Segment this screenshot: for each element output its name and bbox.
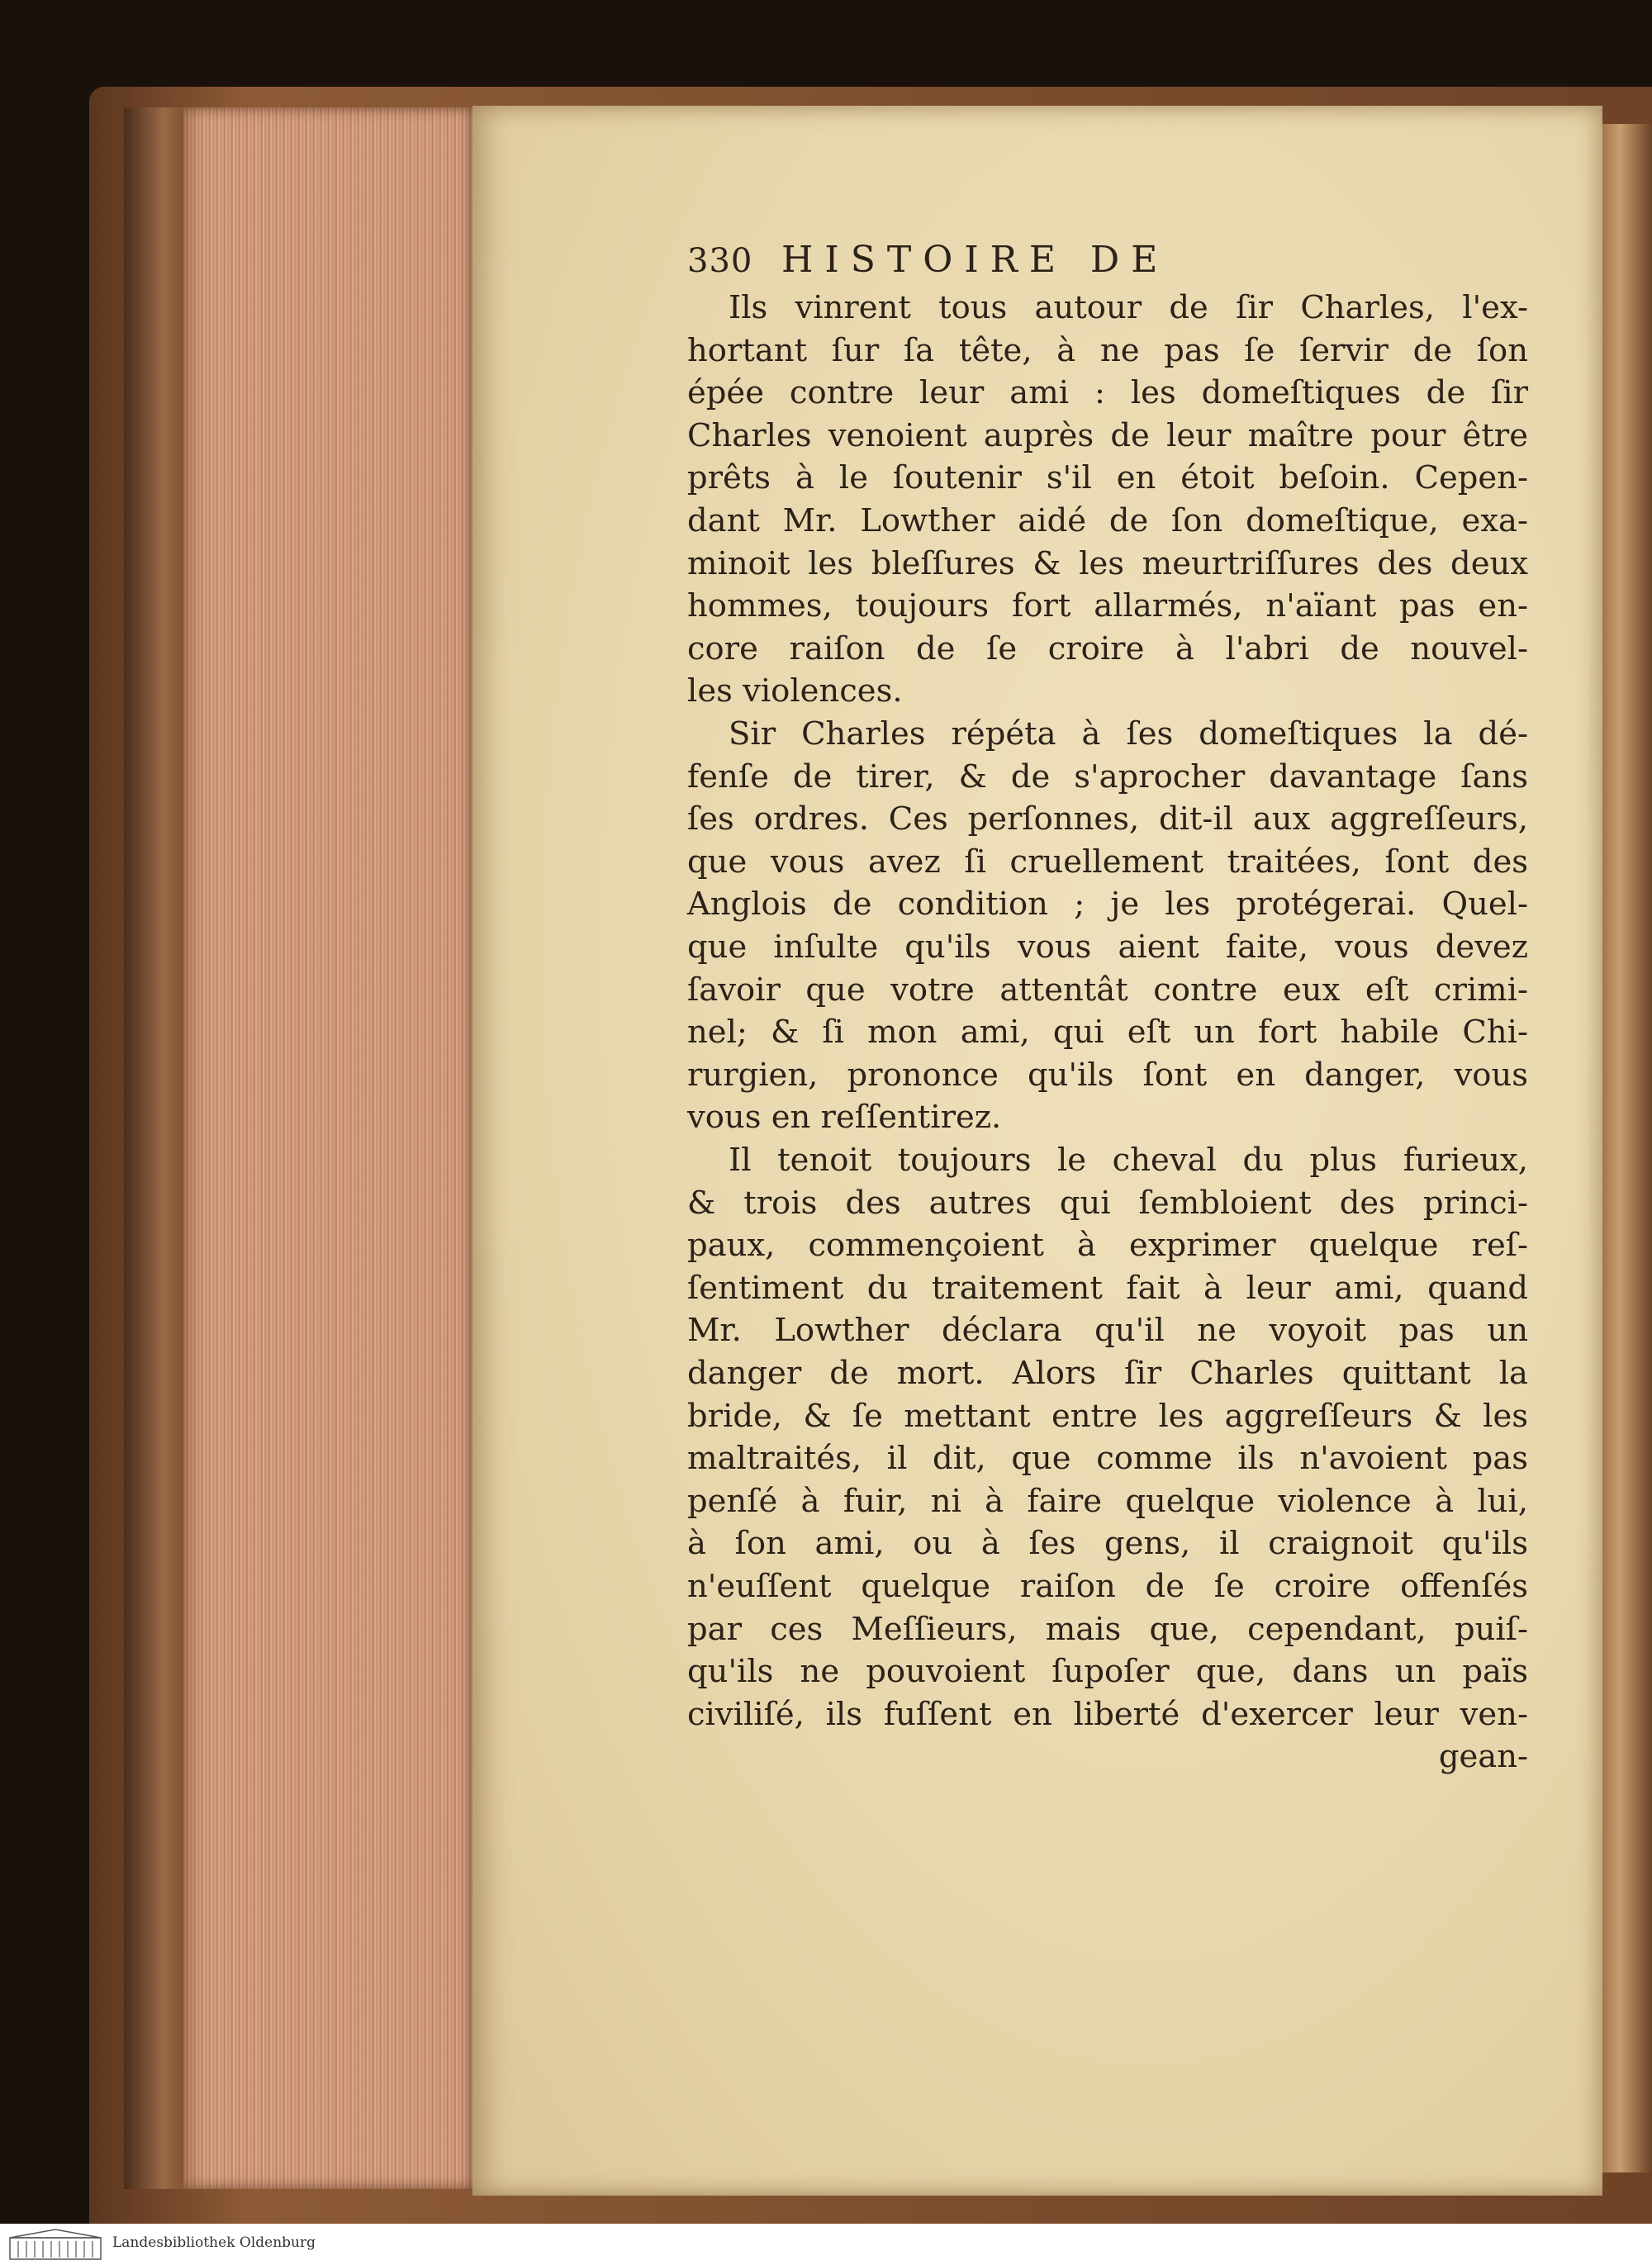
text-line: Sir Charles répéta à ſes domeſtiques la dé- <box>729 715 1528 753</box>
text-line: hommes, toujours fort allarmés, n'aïant pas en- <box>687 587 1528 625</box>
text-line: que inſulte qu'ils vous aient faite, vous devez <box>687 928 1528 966</box>
text-line: core raiſon de ſe croire à l'abri de nouvel- <box>687 629 1528 667</box>
text-line: penſé à fuir, ni à faire quelque violence à lui, <box>687 1482 1528 1520</box>
text-line: paux, commençoient à exprimer quelque reſ- <box>687 1227 1528 1265</box>
text-line: danger de mort. Alors ſir Charles quittant la <box>687 1355 1528 1392</box>
text-line: épée contre leur ami : les domeſtiques de ſir <box>687 374 1528 412</box>
text-line: Mr. Lowther déclara qu'il ne voyoit pas un <box>687 1312 1528 1350</box>
text-line: ſavoir que votre attentât contre eux eſt crimi- <box>687 971 1528 1009</box>
text-line: à ſon ami, ou à ſes gens, il craignoit qu'ils <box>687 1525 1528 1563</box>
text-line: hortant ſur ſa tête, à ne pas ſe ſervir de ſon <box>687 331 1528 369</box>
text-line: les violences. <box>687 672 903 710</box>
text-line: bride, & ſe mettant entre les aggreſſeurs & les <box>687 1397 1528 1435</box>
text-line: Charles venoient auprès de leur maître pour être <box>687 416 1528 454</box>
page-edges <box>183 107 477 2189</box>
text-line: prêts à le ſoutenir s'il en étoit beſoin. Cepen- <box>687 459 1528 497</box>
text-line: & trois des autres qui ſembloient des princi- <box>687 1184 1528 1222</box>
text-line: dant Mr. Lowther aidé de ſon domeſtique, exa- <box>687 502 1528 539</box>
text-line: que vous avez ſi cruellement traitées, ſont des <box>687 843 1528 881</box>
text-line: minoit les bleſſures & les meurtriſſures des deux <box>687 544 1528 582</box>
footer-bar <box>0 2224 1652 2265</box>
text-line: Il tenoit toujours le cheval du plus furieux, <box>729 1142 1528 1179</box>
left-binding <box>124 107 190 2189</box>
text-line: fenſe de tirer, & de s'aprocher davantage ſans <box>687 757 1528 795</box>
text-line: ſes ordres. Ces perſonnes, dit-il aux aggreſſeurs, <box>687 800 1528 838</box>
text-line: rurgien, prononce qu'ils ſont en danger, vous <box>687 1056 1528 1094</box>
right-page-edge <box>1598 124 1652 2172</box>
text-line: vous en reſſentirez. <box>687 1099 1002 1137</box>
page-number: 330 <box>687 242 753 280</box>
header-title: HISTOIRE DE <box>781 239 1170 281</box>
text-line: ſentiment du traitement fait à leur ami, quand <box>687 1269 1528 1307</box>
text-line: nel; & ſi mon ami, qui eſt un fort habile Chi- <box>687 1014 1528 1052</box>
text-line: civiliſé, ils fuſſent en liberté d'exercer leur ven- <box>687 1695 1528 1733</box>
text-line: Ils vinrent tous autour de ſir Charles, l'ex- <box>729 289 1528 326</box>
text-line: par ces Meſſieurs, mais que, cependant, puiſ- <box>687 1610 1528 1648</box>
text-line: Anglois de condition ; je les protégerai. Quel- <box>687 886 1528 924</box>
catchword: gean- <box>1438 1738 1528 1776</box>
library-name: Landesbibliothek Oldenburg <box>112 2234 316 2251</box>
text-line: qu'ils ne pouvoient ſupoſer que, dans un païs <box>687 1653 1528 1691</box>
library-building-icon <box>8 2228 102 2261</box>
text-line: maltraités, il dit, que comme ils n'avoient pas <box>687 1440 1528 1478</box>
text-line: n'euſſent quelque raiſon de ſe croire offenſés <box>687 1568 1528 1605</box>
running-head <box>687 239 1528 288</box>
